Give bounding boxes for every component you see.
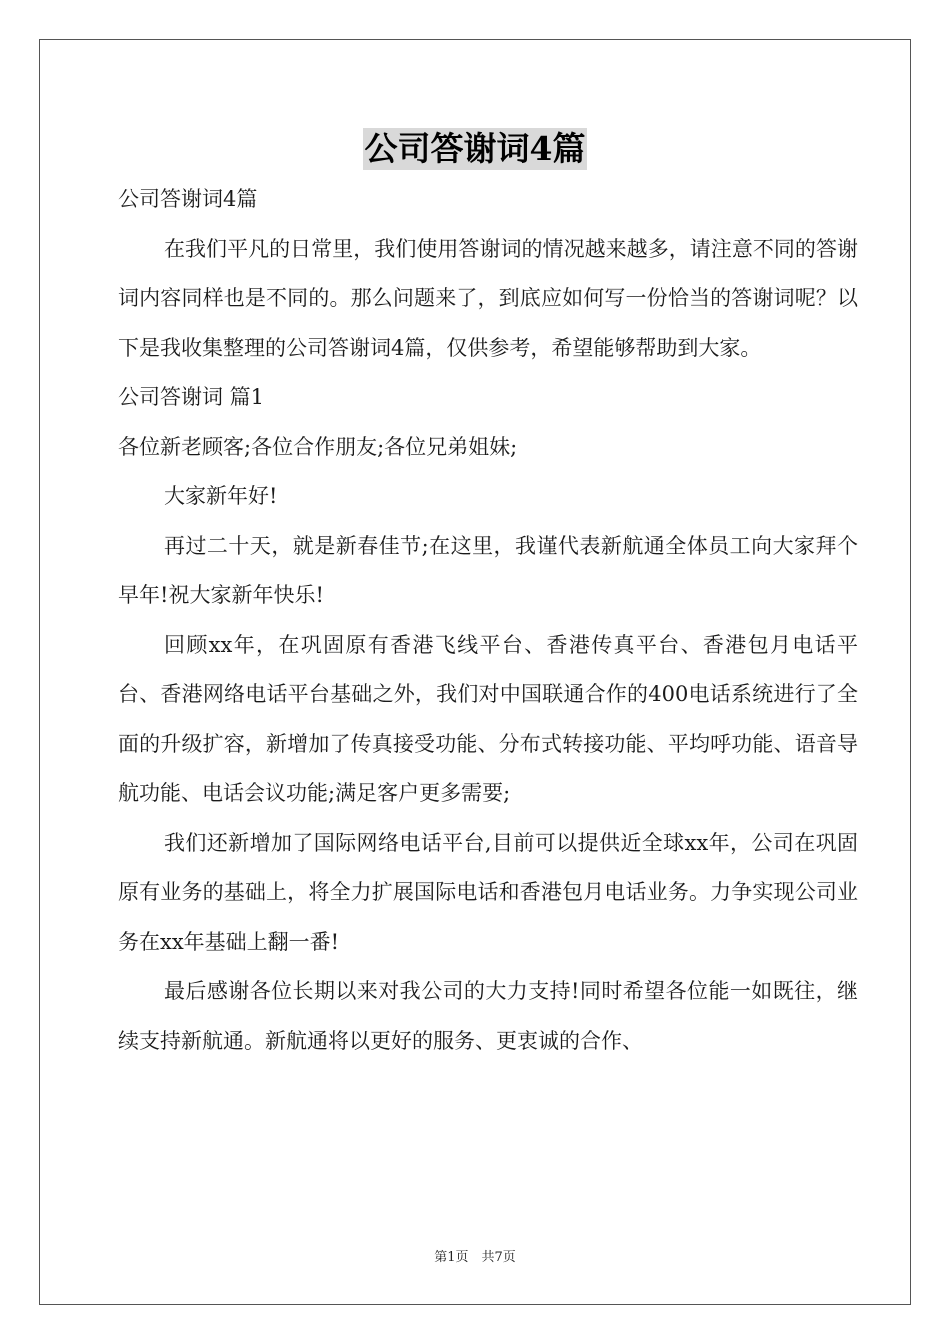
paragraph: 大家新年好! [164, 484, 278, 508]
document-title: 公司答谢词4篇 [364, 129, 586, 168]
paragraph: 再过二十天，就是新春佳节;在这里，我谨代表新航通全体员工向大家拜个早年!祝大家新年快乐! [118, 533, 858, 607]
paragraph: 最后感谢各位长期以来对我公司的大力支持!同时希望各位能一如既往，继续支持新航通。新航通将以更好的服务、更衷诚的合作、 [118, 979, 858, 1053]
paragraph: 回顾xx年，在巩固原有香港飞线平台、香港传真平台、香港包月电话平台、香港网络电话平台基础之外，我们对中国联通合作的400电话系统进行了全面的升级扩容，新增加了传真接受功能、分布式转接功能、平均呼功能、语音导航功能、电话会议功能;满足客户更多需要; [118, 632, 858, 805]
page-footer: 第1页 共7页 [434, 1250, 516, 1265]
paragraph: 公司答谢词4篇 [118, 187, 258, 211]
paragraph: 各位新老顾客;各位合作朋友;各位兄弟姐妹; [118, 434, 518, 459]
paragraph: 我们还新增加了国际网络电话平台,目前可以提供近全球xx年，公司在巩固原有业务的基础上，将全力扩展国际电话和香港包月电话业务。力争实现公司业务在xx年基础上翻一番! [118, 830, 858, 954]
document-title-wrapper [0, 128, 950, 170]
paragraph: 在我们平凡的日常里，我们使用答谢词的情况越来越多，请注意不同的答谢词内容同样也是不同的。那么问题来了，到底应如何写一份恰当的答谢词呢？以下是我收集整理的公司答谢词4篇，仅供参考，希望能够帮助到大家。 [118, 236, 858, 360]
paragraph: 公司答谢词 篇1 [118, 385, 265, 409]
document-body [118, 175, 858, 1066]
